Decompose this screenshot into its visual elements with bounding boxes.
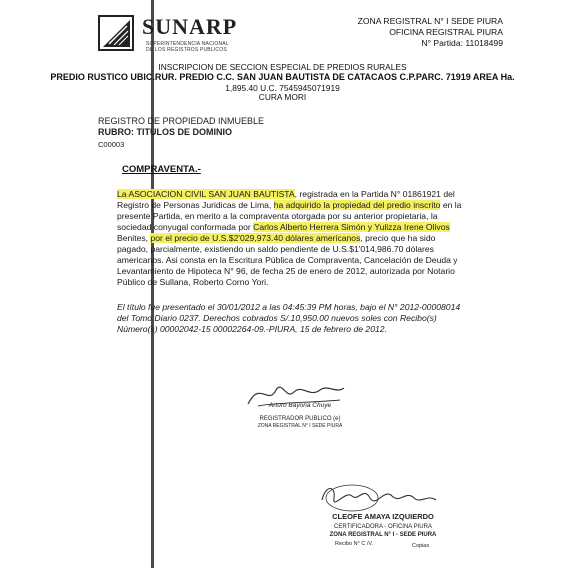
signature2-zone: ZONA REGISTRAL N° I - SEDE PIURA <box>329 532 437 538</box>
signature1-role: REGISTRADOR PUBLICO (e) <box>259 416 341 422</box>
brand-name: SUNARP <box>142 14 238 39</box>
registry-rubro: RUBRO: TITULOS DE DOMINIO <box>98 127 232 137</box>
note-line-1: El título fue presentado el 30/01/2012 a las 04:45:39 PM horas, bajo el N° 2012-00008014 <box>117 302 461 312</box>
zone-label: ZONA REGISTRAL N° I SEDE PIURA <box>357 16 503 26</box>
body-line-8: Levantamiento de Hipoteca N° 96, de fecha 25 de enero de 2012, autorizada por Notario <box>117 266 455 276</box>
signature2-recibo: Recibo N° C /V. <box>335 541 374 547</box>
body-line-4: sociedad conyugal conformada por Carlos Alberto Herrera Simón y Yulizza Irene Olivos <box>117 222 450 232</box>
section-title: COMPRAVENTA.- <box>122 164 201 175</box>
body-line-1: La ASOCIACION CIVIL SAN JUAN BAUTISTA, registrada en la Partida N° 01861921 del <box>117 189 455 199</box>
highlight-sellers: Carlos Alberto Herrera Simón y Yulizza Irene Olivos <box>253 222 450 232</box>
signature2-name: CLEOFE AMAYA IZQUIERDO <box>332 512 434 521</box>
body-line-2: Registro de Personas Juridicas de Lima, ha adquirido la propiedad del predio inscrito en la <box>117 200 462 210</box>
highlight-price: por el precio de U.S.$2'029,973.40 dólares americanos <box>150 233 361 243</box>
record-area: 1,895.40 U.C. 7545945071919 <box>225 83 340 93</box>
record-title: INSCRIPCION DE SECCION ESPECIAL DE PREDIOS RURALES <box>158 62 407 72</box>
partida-number: N° Partida: 11018499 <box>421 38 503 48</box>
registry-code: C00003 <box>98 140 125 149</box>
brand-subtitle: SUPERINTENDENCIA NACIONAL DE LOS REGISTROS PUBLICOS <box>146 41 229 53</box>
office-label: OFICINA REGISTRAL PIURA <box>389 27 503 37</box>
body-line-9: Público de Sullana, Roberto Corno Yori. <box>117 277 269 287</box>
body-line-7: americanos. Asi consta en la Escritura Pública de Compraventa, Cancelación de Deuda y <box>117 255 458 265</box>
signature1-name: Arturo Bayona Chuye <box>268 402 332 409</box>
record-property: PREDIO RUSTICO UBIC.RUR. PREDIO C.C. SAN JUAN BAUTISTA DE CATACAOS C.P.PARC. 71919 AREA Ha. <box>50 72 515 82</box>
signature1-zone: ZONA REGISTRAL N° I SEDE PIURA <box>257 423 343 429</box>
note-line-3: Número(s) 00002042-15 00002264-09.-PIURA, 15 de febrero de 2012. <box>117 324 387 334</box>
sunarp-logo-icon <box>97 14 137 52</box>
record-location: CURA MORI <box>258 92 307 102</box>
signature-scribble-2 <box>312 480 442 514</box>
highlight-acquired: ha adquirido la propiedad del predio inscrito <box>273 200 441 210</box>
note-line-2: del Tomo Diario 0237. Derechos cobrados S/.10,950.00 nuevos soles con Recibo(s) <box>117 313 437 323</box>
body-line-6: pagado, parcialmente, existiendo un saldo pendiente de U.S.$1'014,986.70 dólares <box>117 244 434 254</box>
signature2-copias: Copias <box>412 543 430 549</box>
signature2-role: CERTIFICADORA - OFICINA PIURA <box>334 524 432 530</box>
registry-name: REGISTRO DE PROPIEDAD INMUEBLE <box>98 116 265 126</box>
body-line-5: Benites, por el precio de U.S.$2'029,973.40 dólares americanos, precio que ha sido <box>117 233 436 243</box>
highlight-buyer: La ASOCIACION CIVIL SAN JUAN BAUTISTA <box>117 189 295 199</box>
body-line-3: presente Partida, en merito a la compraventa otorgada por su anterior propietaria, la <box>117 211 438 221</box>
